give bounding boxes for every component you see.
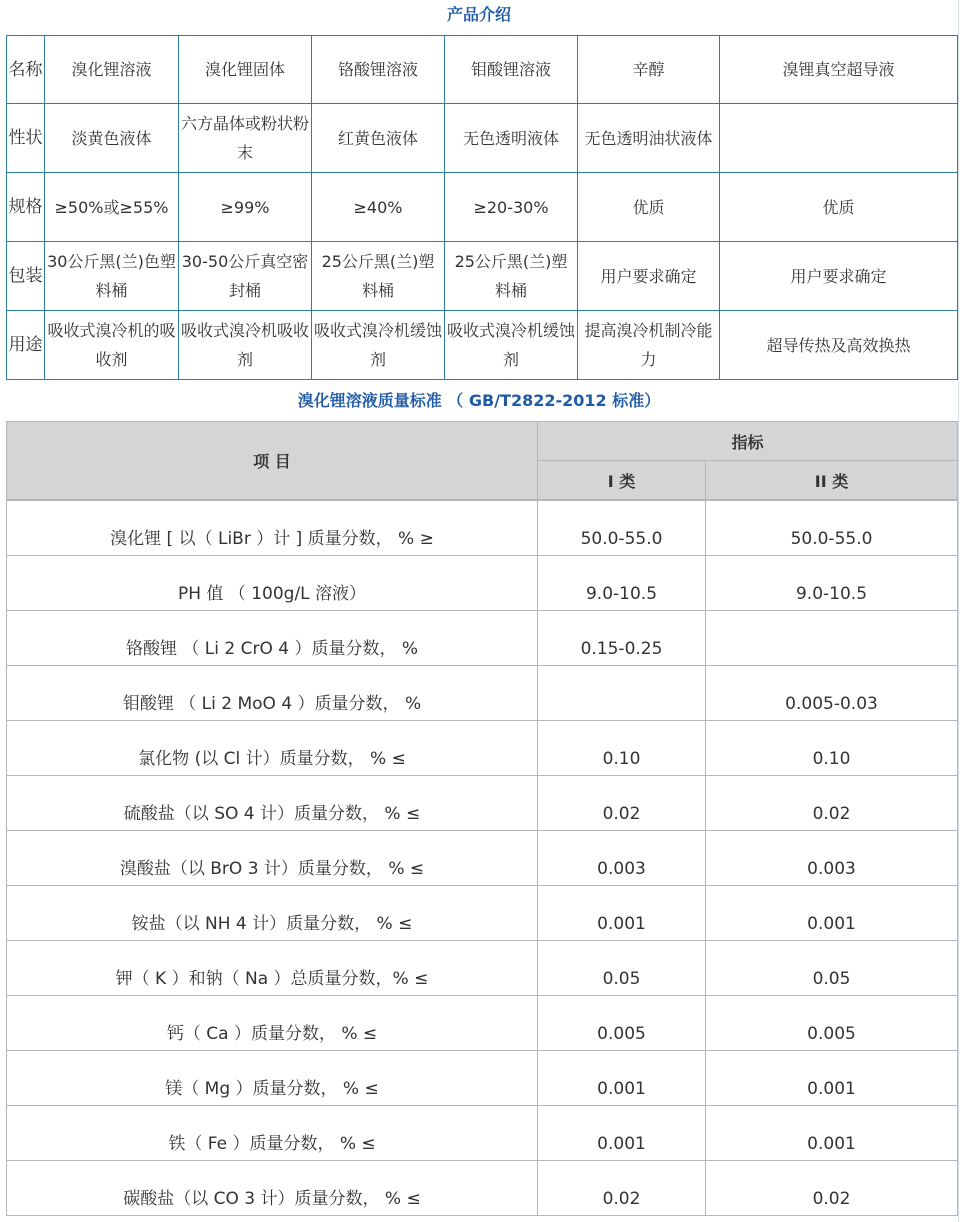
product-cell: 吸收式溴冷机吸收剂 — [179, 311, 312, 380]
product-cell: 用户要求确定 — [720, 242, 958, 311]
quality-class2-cell: 0.001 — [706, 1051, 958, 1106]
quality-row — [7, 1161, 958, 1216]
product-cell: 无色透明油状液体 — [578, 104, 720, 173]
quality-item-cell: 铁（ Fe ）质量分数， % ≤ — [7, 1106, 538, 1161]
quality-class2-cell: 0.02 — [706, 776, 958, 831]
product-cell: 吸收式溴冷机缓蚀剂 — [312, 311, 445, 380]
product-cell: 优质 — [720, 173, 958, 242]
product-row — [7, 242, 958, 311]
quality-class1-cell: 0.02 — [538, 1161, 706, 1216]
product-cell: ≥20-30% — [445, 173, 578, 242]
quality-class2-cell: 50.0-55.0 — [706, 501, 958, 556]
product-cell: 无色透明液体 — [445, 104, 578, 173]
product-cell: 超导传热及高效换热 — [720, 311, 958, 380]
header-item: 项 目 — [7, 422, 538, 500]
product-cell: ≥99% — [179, 173, 312, 242]
product-row — [7, 104, 958, 173]
quality-item-cell: 溴化锂 [ 以（ LiBr ）计 ] 质量分数， % ≥ — [7, 501, 538, 556]
quality-row — [7, 996, 958, 1051]
quality-row — [7, 721, 958, 776]
quality-class2-cell: 0.05 — [706, 941, 958, 996]
quality-class2-cell: 0.001 — [706, 886, 958, 941]
product-cell: 六方晶体或粉状粉末 — [179, 104, 312, 173]
quality-class2-cell: 0.10 — [706, 721, 958, 776]
quality-item-cell: 铬酸锂 （ Li 2 CrO 4 ）质量分数， % — [7, 611, 538, 666]
quality-item-cell: PH 值 （ 100g/L 溶液） — [7, 556, 538, 611]
quality-row — [7, 831, 958, 886]
product-cell: 溴锂真空超导液 — [720, 36, 958, 104]
quality-class1-cell: 0.001 — [538, 886, 706, 941]
header-class-2: II 类 — [706, 461, 958, 500]
product-cell: 铬酸锂溶液 — [312, 36, 445, 104]
quality-item-cell: 钼酸锂 （ Li 2 MoO 4 ）质量分数， % — [7, 666, 538, 721]
quality-class1-cell: 0.05 — [538, 941, 706, 996]
page-right-border — [958, 0, 959, 1222]
quality-item-cell: 硫酸盐（以 SO 4 计）质量分数， % ≤ — [7, 776, 538, 831]
quality-item-cell: 溴酸盐（以 BrO 3 计）质量分数， % ≤ — [7, 831, 538, 886]
quality-row — [7, 556, 958, 611]
product-cell: ≥50%或≥55% — [45, 173, 179, 242]
quality-class1-cell: 0.10 — [538, 721, 706, 776]
quality-class2-cell: 0.003 — [706, 831, 958, 886]
product-cell — [720, 104, 958, 173]
quality-row — [7, 501, 958, 556]
quality-row — [7, 1051, 958, 1106]
quality-item-cell: 铵盐（以 NH 4 计）质量分数， % ≤ — [7, 886, 538, 941]
quality-row — [7, 941, 958, 996]
product-cell: 25公斤黑(兰)塑料桶 — [445, 242, 578, 311]
quality-class2-cell: 0.005-0.03 — [706, 666, 958, 721]
quality-class1-cell: 0.15-0.25 — [538, 611, 706, 666]
header-class-1: I 类 — [538, 461, 706, 500]
quality-row — [7, 611, 958, 666]
quality-class1-cell: 0.001 — [538, 1051, 706, 1106]
quality-standard-table — [6, 421, 958, 1216]
product-row-label: 包装 — [7, 242, 45, 311]
quality-header-row — [7, 422, 958, 461]
quality-item-cell: 钾（ K ）和钠（ Na ）总质量分数，% ≤ — [7, 941, 538, 996]
quality-item-cell: 钙（ Ca ）质量分数， % ≤ — [7, 996, 538, 1051]
product-cell: 吸收式溴冷机的吸收剂 — [45, 311, 179, 380]
product-cell: 30公斤黑(兰)色塑料桶 — [45, 242, 179, 311]
quality-class1-cell: 0.001 — [538, 1106, 706, 1161]
product-cell: 用户要求确定 — [578, 242, 720, 311]
product-row — [7, 173, 958, 242]
product-cell: 溴化锂溶液 — [45, 36, 179, 104]
quality-class1-cell: 0.003 — [538, 831, 706, 886]
product-cell: 30-50公斤真空密封桶 — [179, 242, 312, 311]
quality-item-cell: 镁（ Mg ）质量分数， % ≤ — [7, 1051, 538, 1106]
quality-item-cell: 碳酸盐（以 CO 3 计）质量分数， % ≤ — [7, 1161, 538, 1216]
quality-class2-cell: 0.001 — [706, 1106, 958, 1161]
quality-row — [7, 666, 958, 721]
quality-class2-cell: 0.02 — [706, 1161, 958, 1216]
product-row-label: 用途 — [7, 311, 45, 380]
quality-row — [7, 886, 958, 941]
quality-standard-title: 溴化锂溶液质量标准 （ GB/T2822-2012 标准） — [297, 391, 661, 410]
quality-class1-cell: 0.02 — [538, 776, 706, 831]
product-table — [6, 35, 958, 380]
header-index: 指标 — [538, 422, 958, 461]
quality-class2-cell: 0.005 — [706, 996, 958, 1051]
quality-item-cell: 氯化物 (以 Cl 计）质量分数， % ≤ — [7, 721, 538, 776]
product-cell: 溴化锂固体 — [179, 36, 312, 104]
quality-row — [7, 776, 958, 831]
quality-class2-cell — [706, 611, 958, 666]
product-cell: 吸收式溴冷机缓蚀剂 — [445, 311, 578, 380]
product-intro-title: 产品介绍 — [446, 5, 511, 24]
product-row — [7, 36, 958, 104]
quality-row — [7, 1106, 958, 1161]
product-cell: 优质 — [578, 173, 720, 242]
product-cell: 辛醇 — [578, 36, 720, 104]
product-cell: 提高溴冷机制冷能力 — [578, 311, 720, 380]
product-cell: 25公斤黑(兰)塑料桶 — [312, 242, 445, 311]
quality-class1-cell: 50.0-55.0 — [538, 501, 706, 556]
product-cell: 淡黄色液体 — [45, 104, 179, 173]
quality-class2-cell: 9.0-10.5 — [706, 556, 958, 611]
product-row-label: 名称 — [7, 36, 45, 104]
quality-class1-cell: 0.005 — [538, 996, 706, 1051]
product-cell: ≥40% — [312, 173, 445, 242]
quality-class1-cell — [538, 666, 706, 721]
product-row — [7, 311, 958, 380]
product-cell: 钼酸锂溶液 — [445, 36, 578, 104]
quality-class1-cell: 9.0-10.5 — [538, 556, 706, 611]
product-row-label: 规格 — [7, 173, 45, 242]
product-row-label: 性状 — [7, 104, 45, 173]
product-cell: 红黄色液体 — [312, 104, 445, 173]
